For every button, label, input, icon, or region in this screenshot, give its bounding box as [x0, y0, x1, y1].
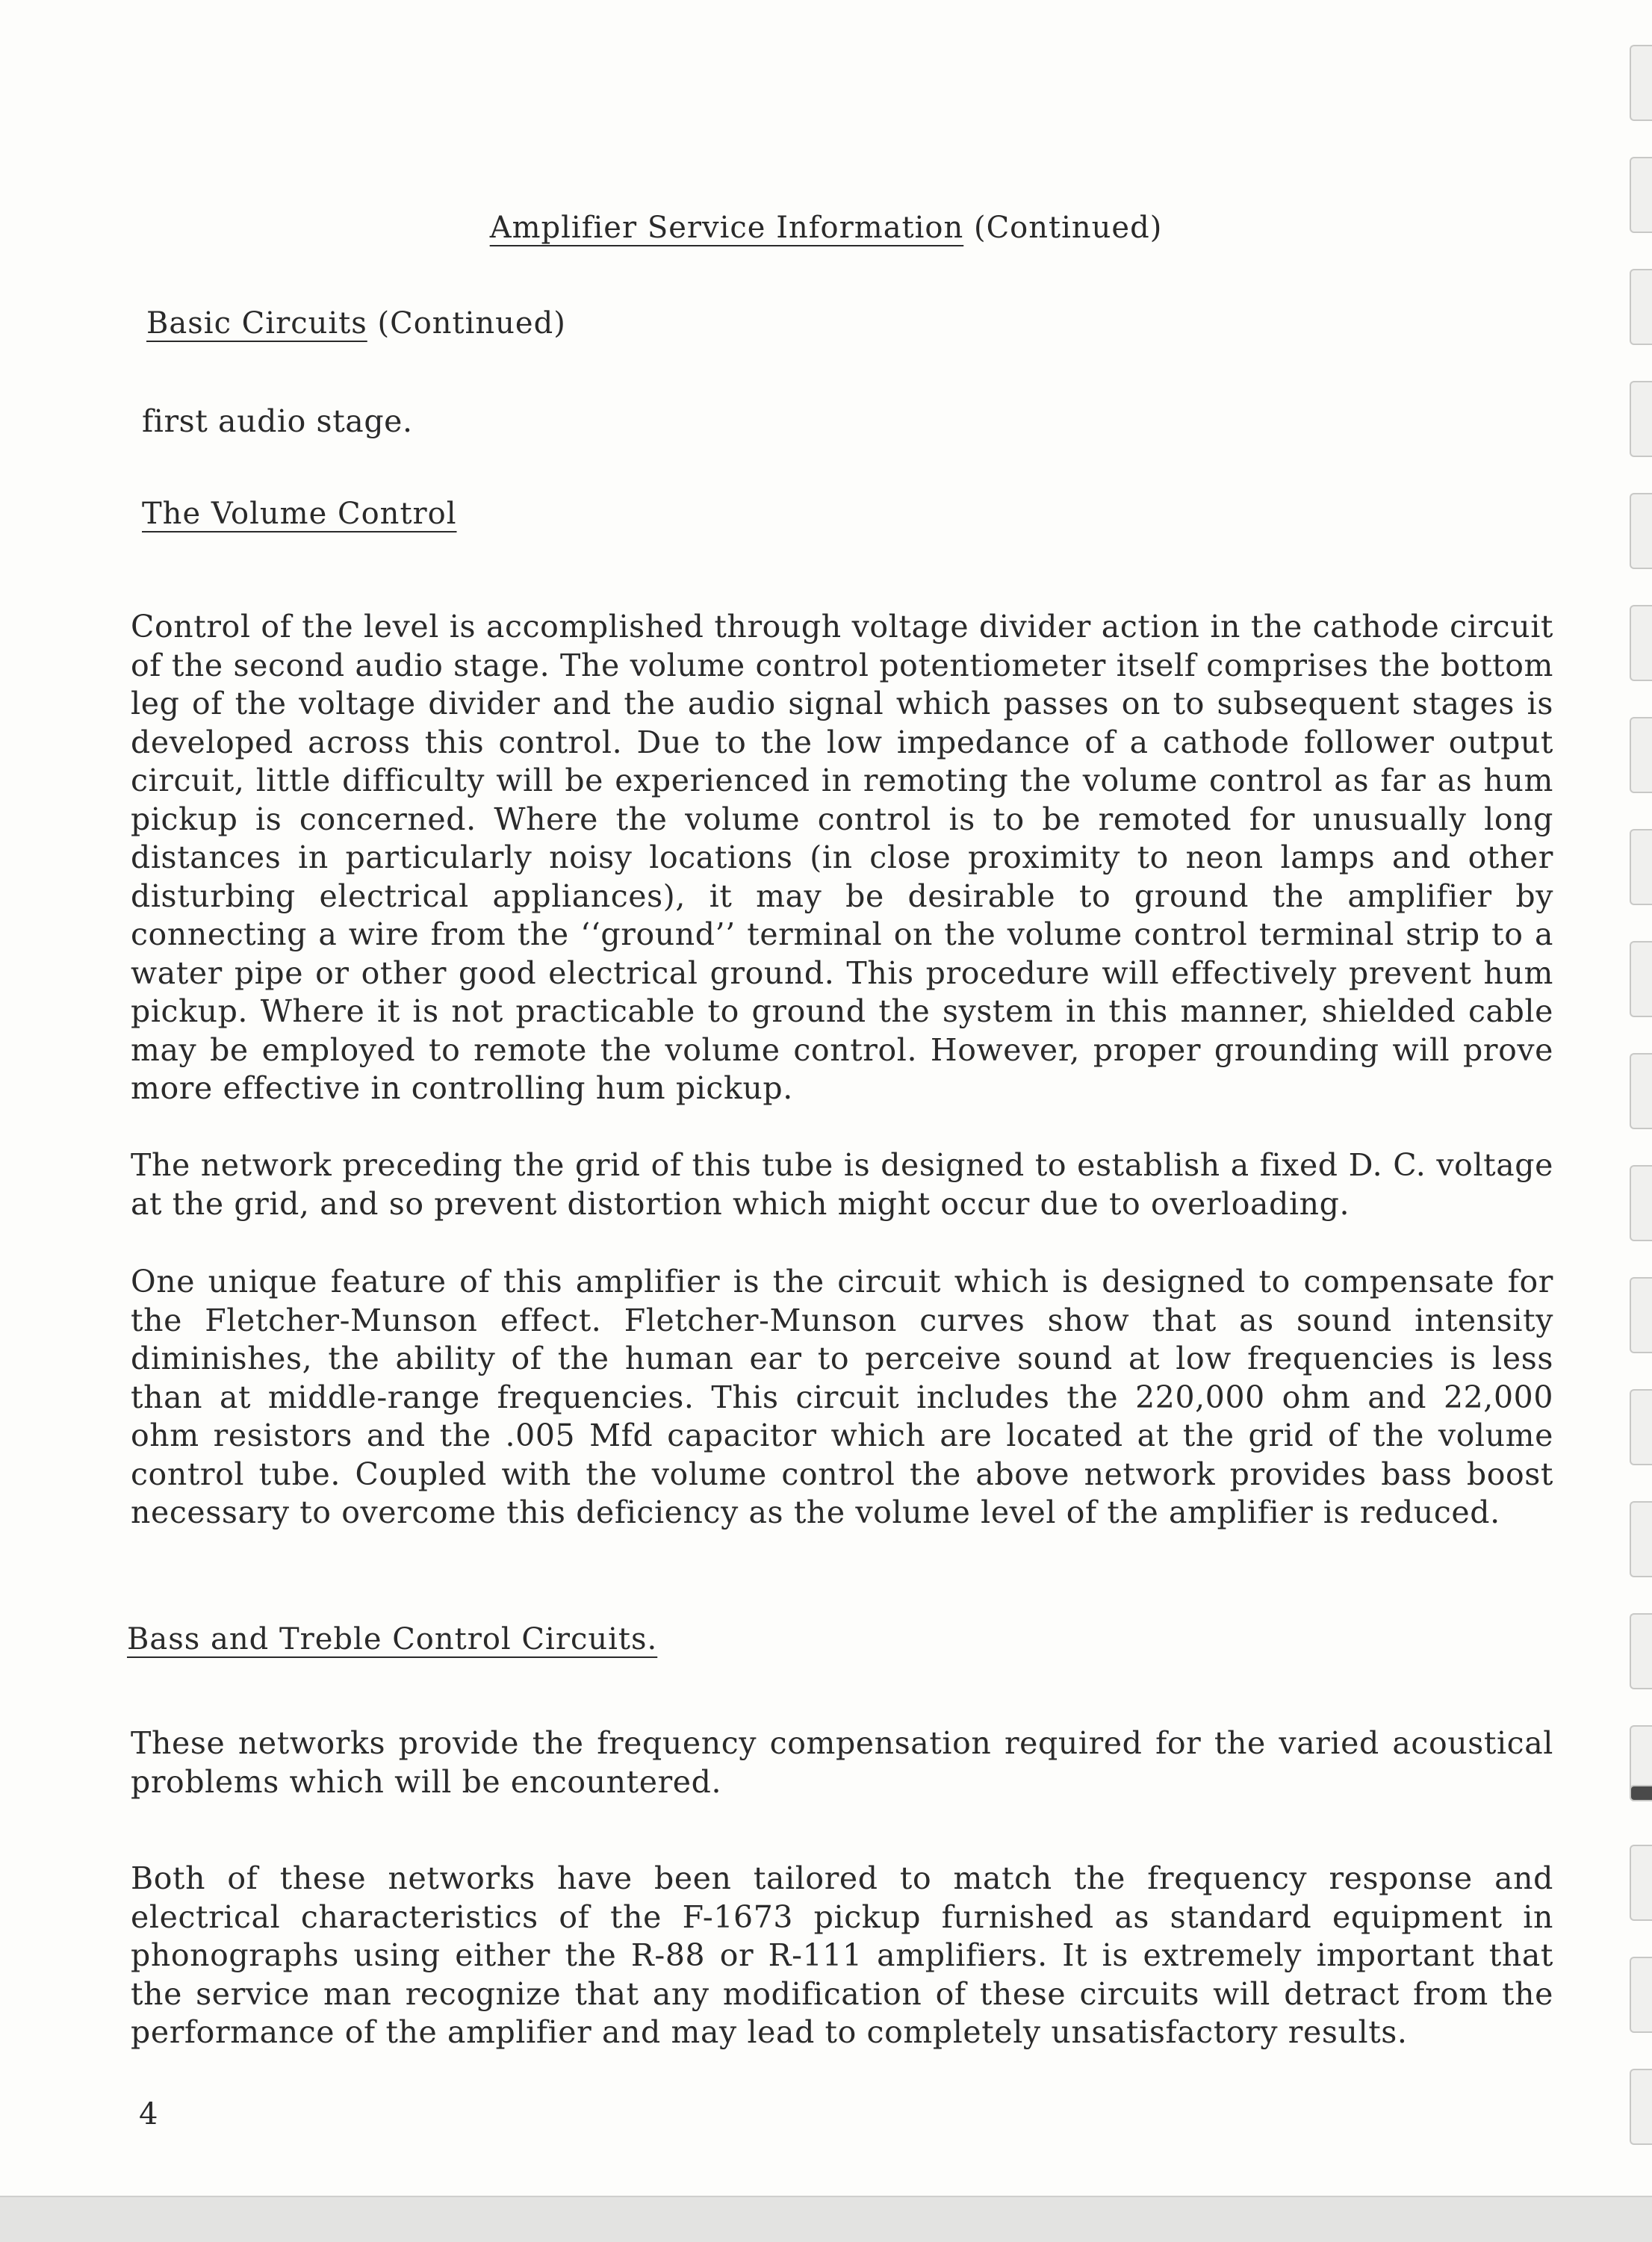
binding-hole	[1630, 1165, 1652, 1241]
binding-hole	[1630, 717, 1652, 793]
binding-hole	[1630, 1613, 1652, 1689]
binding-hole	[1630, 45, 1652, 121]
page-title-suffix: (Continued)	[973, 211, 1163, 245]
binding-hole	[1630, 269, 1652, 345]
section-heading-bass-treble: Bass and Treble Control Circuits.	[127, 1622, 658, 1656]
page-number: 4	[139, 2097, 158, 2131]
binding-hole	[1630, 1277, 1652, 1353]
continuation-text: first audio stage.	[142, 403, 413, 439]
binding-hole	[1630, 381, 1652, 457]
page-title	[0, 211, 1652, 245]
volume-control-paragraph-3: One unique feature of this amplifier is the circuit which is designed to compensate for the Fletcher-Munson effect. Fletcher-Munson curves show that as sound intensity diminishes, the ability of the human ear to perceive sound at low frequencies is less than at middle-range frequencies. This circuit includes the 220,000 ohm and 22,000 ohm resistors and the .005 Mfd capacitor which are located at the grid of the volume control tube. Coupled with the volume control the above network provides bass boost necessary to overcome this deficiency as the volume level of the amplifier is reduced.	[131, 1264, 1553, 1530]
section-heading-suffix: (Continued)	[377, 306, 566, 341]
section-heading-main: Basic Circuits	[146, 306, 367, 341]
binding-hole	[1630, 1501, 1652, 1577]
binding-hole	[1630, 1957, 1652, 2033]
binding-hole	[1630, 829, 1652, 905]
page-title-main: Amplifier Service Information	[489, 211, 964, 245]
binding-mark	[1630, 1785, 1652, 1801]
binding-hole	[1630, 605, 1652, 681]
binding-hole	[1630, 493, 1652, 569]
binding-holes	[1630, 30, 1652, 2158]
binding-hole	[1630, 157, 1652, 233]
binding-hole	[1630, 1053, 1652, 1129]
section-heading-volume-control: The Volume Control	[142, 497, 457, 531]
binding-hole	[1630, 941, 1652, 1017]
volume-control-paragraph-1: Control of the level is accomplished through voltage divider action in the cathode circuit of the second audio stage. The volume control potentiometer itself comprises the bottom leg of the voltage divider and the audio signal which passes on to subsequent stages is developed across this control. Due to the low impedance of a cathode follower output circuit, little difficulty will be experienced in remoting the volume control as far as hum pickup is concerned. Where the volume control is to be remoted for unusually long distances in particularly noisy locations (in close proximity to neon lamps and other disturbing electrical appliances), it may be desirable to ground the amplifier by connecting a wire from the ‘‘ground’’ terminal on the volume control terminal strip to a water pipe or other good electrical ground. This procedure will effectively prevent hum pickup. Where it is not practicable to ground the system in this manner, shielded cable may be employed to remote the volume control. However, proper grounding will prove more effective in controlling hum pickup.	[131, 609, 1553, 1106]
bass-treble-paragraph-1: These networks provide the frequency compensation required for the varied acoustical problems which will be encountered.	[131, 1725, 1553, 1800]
binding-hole	[1630, 1845, 1652, 1921]
binding-hole	[1630, 2069, 1652, 2145]
scan-bottom-edge	[0, 2196, 1652, 2242]
bass-treble-paragraph-2: Both of these networks have been tailored to match the frequency response and electrical characteristics of the F-1673 pickup furnished as standard equipment in phonographs using either the R-88 or R-111 amplifiers. It is extremely important that the service man recognize that any modification of these circuits will detract from the performance of the amplifier and may lead to completely unsatisfactory results.	[131, 1860, 1553, 2050]
volume-control-paragraph-2: The network preceding the grid of this tube is designed to establish a fixed D. C. voltage at the grid, and so prevent distortion which might occur due to overloading.	[131, 1147, 1553, 1222]
section-heading-basic-circuits	[146, 306, 566, 341]
binding-hole	[1630, 1389, 1652, 1465]
